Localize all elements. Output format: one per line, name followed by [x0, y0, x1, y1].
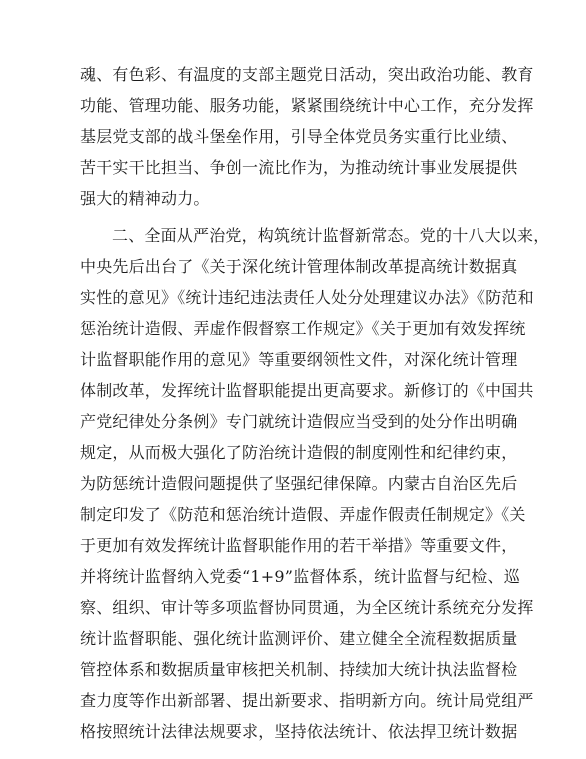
paragraph-2-line-2: 中央先后出台了《关于深化统计管理体制改革提高统计数据真 [80, 257, 518, 276]
paragraph-2-line-17: 格按照统计法律法规要求，坚持依法统计、依法捍卫统计数据 [80, 722, 518, 741]
paragraph-2-line-9: 为防惩统计造假问题提供了坚强纪律保障。内蒙古自治区先后 [80, 474, 518, 493]
paragraph-2-line-13: 察、组织、审计等多项监督协同贯通，为全区统计系统充分发挥 [80, 598, 534, 617]
paragraph-1-line-4: 苦干实干比担当、争创一流比作为，为推动统计事业发展提供 [80, 158, 518, 177]
paragraph-1-line-3: 基层党支部的战斗堡垒作用，引导全体党员务实重行比业绩、 [80, 127, 518, 146]
paragraph-2-line-12: 并将统计监督纳入党委“1+9”监督体系，统计监督与纪检、巡 [80, 567, 520, 586]
paragraph-2-line-8: 规定，从而极大强化了防治统计造假的制度刚性和纪律约束， [80, 443, 518, 462]
paragraph-2-line-15: 管控体系和数据质量审核把关机制、持续加大统计执法监督检 [80, 660, 518, 679]
paragraph-1-line-5: 强大的精神动力。 [80, 189, 210, 208]
paragraph-2-line-1: 二、全面从严治党，构筑统计监督新常态。党的十八大以来， [112, 226, 550, 245]
paragraph-1-line-1: 魂、有色彩、有温度的支部主题党日活动，突出政治功能、教育 [80, 65, 534, 84]
paragraph-2-line-6: 体制改革，发挥统计监督职能提出更高要求。新修订的《中国共 [80, 381, 534, 400]
paragraph-2-line-11: 于更加有效发挥统计监督职能作用的若干举措》等重要文件， [80, 536, 518, 555]
paragraph-2-line-16: 查力度等作出新部署、提出新要求、指明新方向。统计局党组严 [80, 691, 534, 710]
paragraph-2-line-7: 产党纪律处分条例》专门就统计造假应当受到的处分作出明确 [80, 412, 518, 431]
paragraph-1-line-2: 功能、管理功能、服务功能，紧紧围绕统计中心工作，充分发挥 [80, 96, 534, 115]
paragraph-2-line-4: 惩治统计造假、弄虚作假督察工作规定》《关于更加有效发挥统 [80, 319, 526, 338]
paragraph-2-line-14: 统计监督职能、强化统计监测评价、建立健全全流程数据质量 [80, 629, 518, 648]
paragraph-2-line-5: 计监督职能作用的意见》等重要纲领性文件，对深化统计管理 [80, 350, 518, 369]
paragraph-2-line-10: 制定印发了《防范和惩治统计造假、弄虚作假责任制规定》《关 [80, 505, 526, 524]
paragraph-2-line-3: 实性的意见》《统计违纪违法责任人处分处理建议办法》《防范和 [80, 288, 534, 307]
